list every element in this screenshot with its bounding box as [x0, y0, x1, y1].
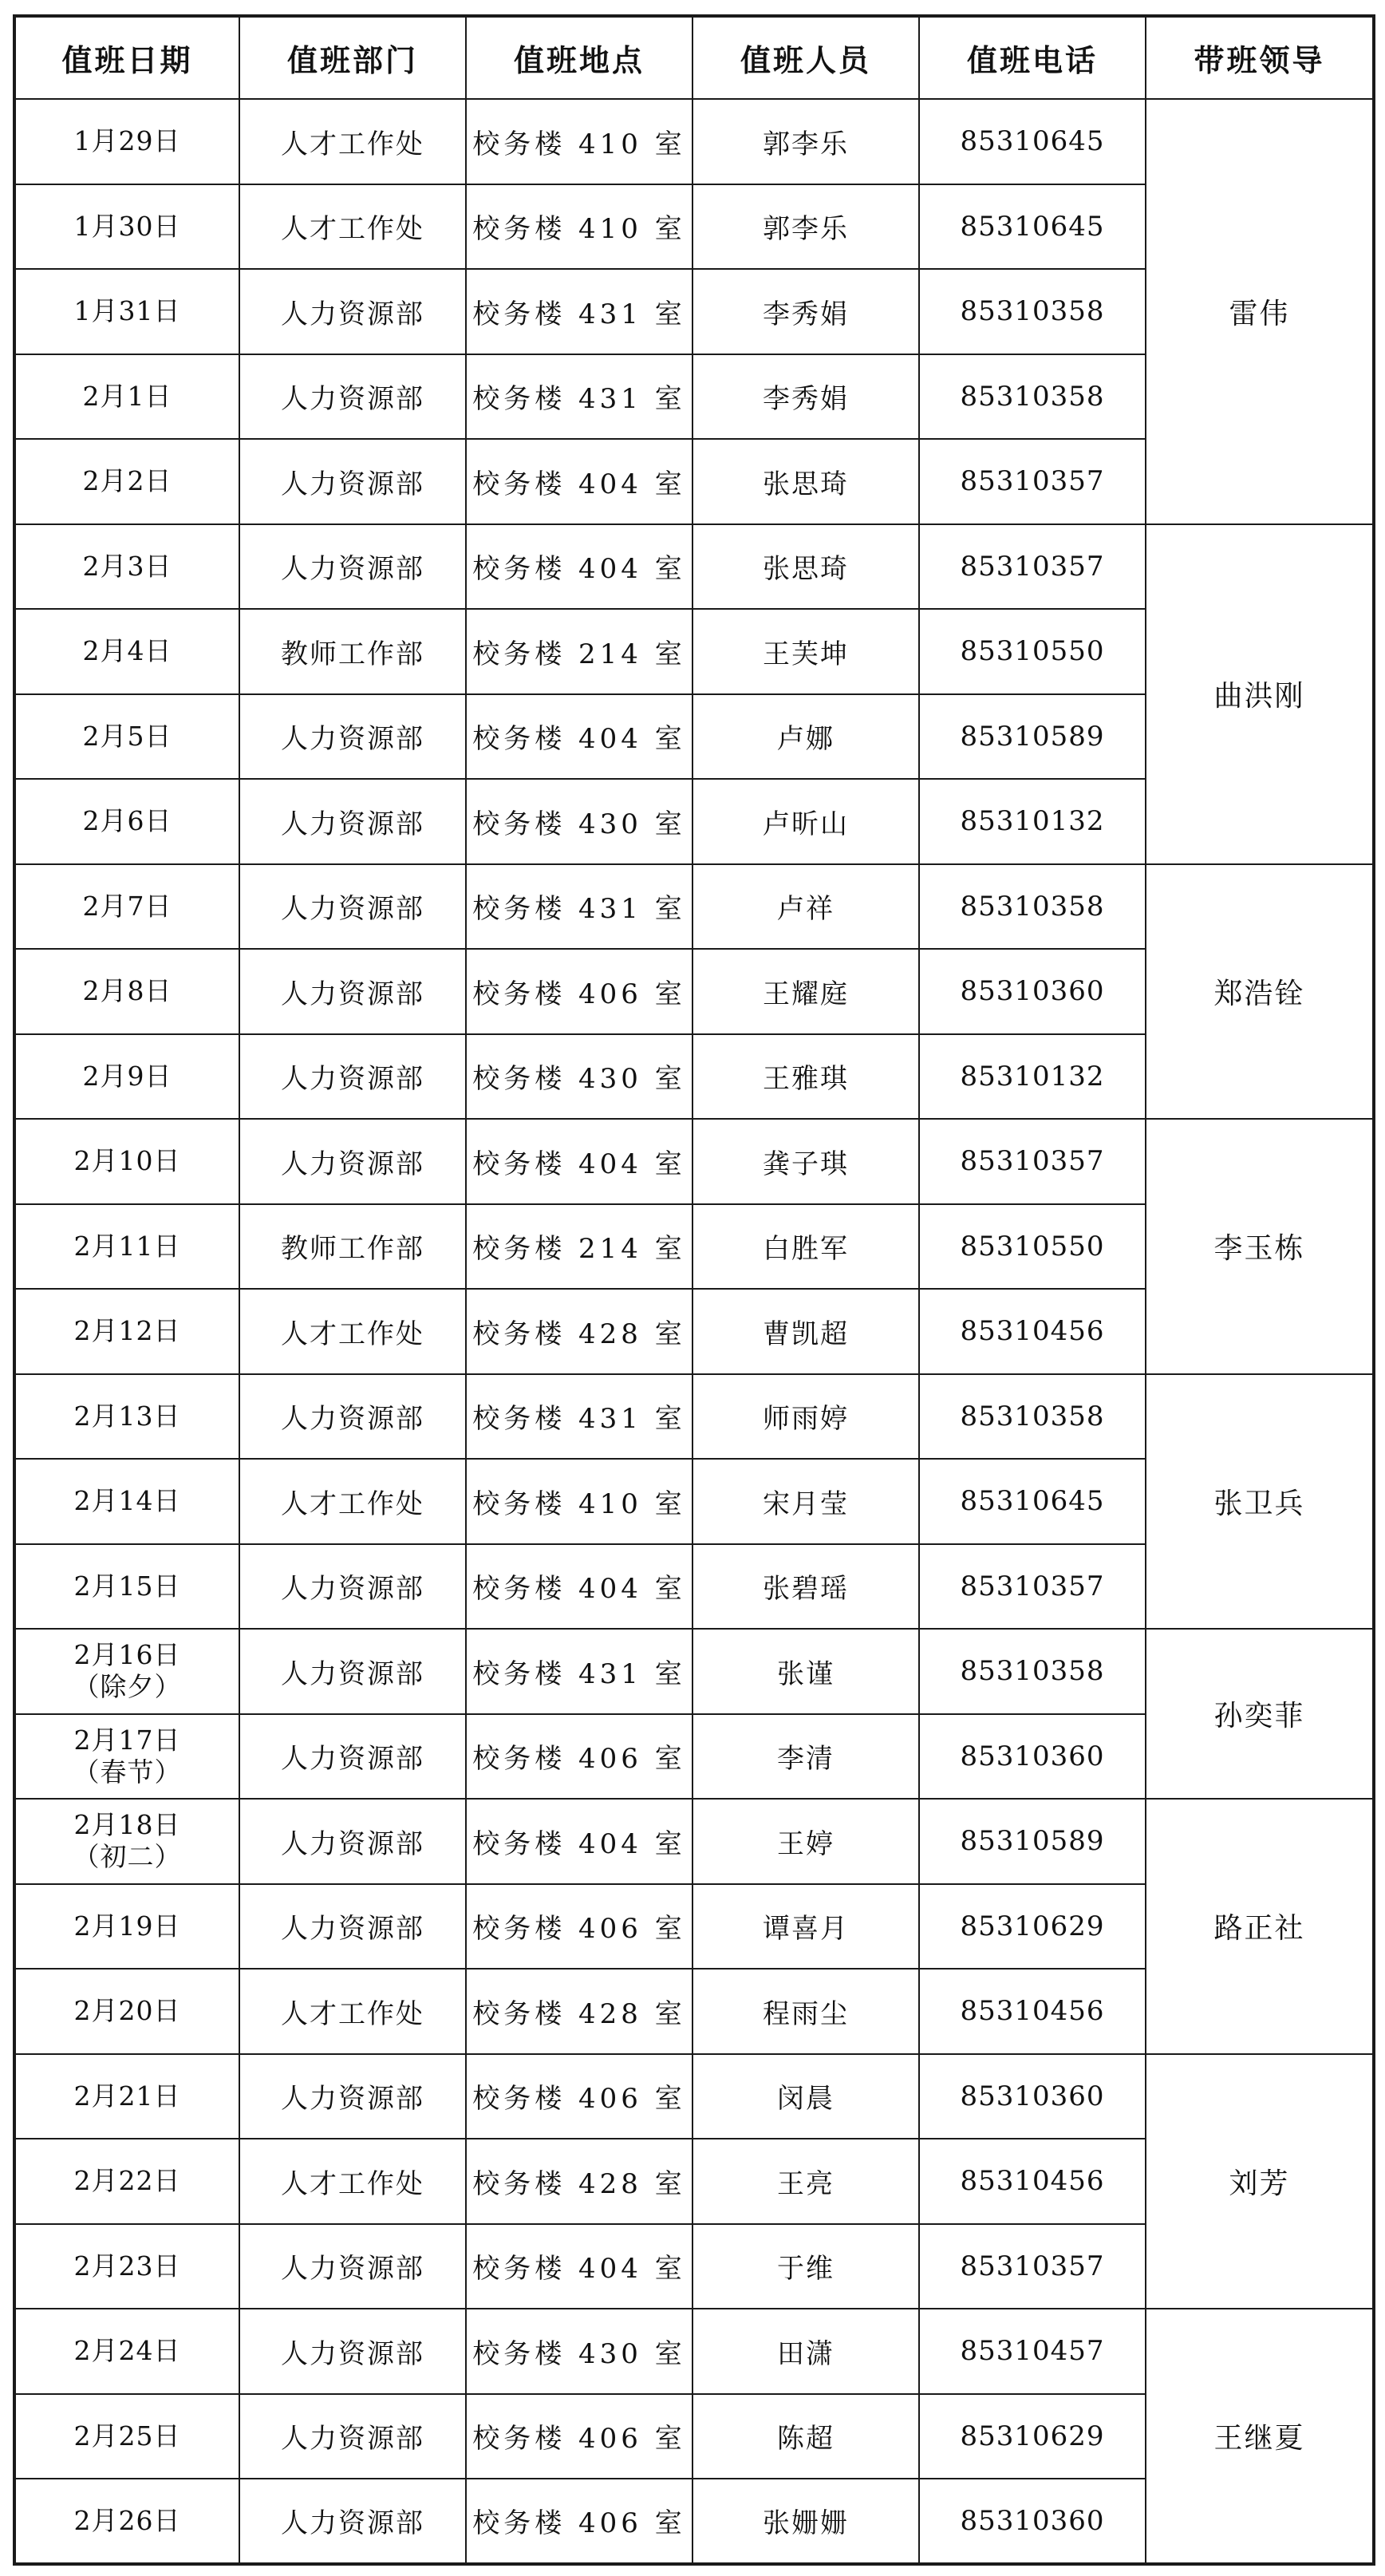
staff-cell: 张思琦 — [692, 439, 919, 524]
phone-cell: 85310589 — [919, 694, 1146, 780]
header-leader: 带班领导 — [1146, 16, 1374, 99]
staff-cell: 王耀庭 — [692, 949, 919, 1034]
leader-cell: 孙奕菲 — [1146, 1629, 1374, 1799]
phone-cell: 85310456 — [919, 2139, 1146, 2224]
phone-cell: 85310360 — [919, 949, 1146, 1034]
department-cell: 人力资源部 — [239, 2479, 466, 2564]
staff-cell: 张思琦 — [692, 524, 919, 610]
date-text: 2月21日 — [73, 2080, 181, 2112]
department-cell: 人力资源部 — [239, 2224, 466, 2309]
department-cell: 人力资源部 — [239, 779, 466, 864]
location-cell: 校务楼 406 室 — [466, 1714, 692, 1800]
date-text: 1月30日 — [73, 210, 181, 242]
date-cell — [14, 1119, 239, 1204]
leader-cell: 曲洪刚 — [1146, 524, 1374, 864]
location-cell: 校务楼 430 室 — [466, 1034, 692, 1120]
date-text: 2月19日 — [73, 1910, 181, 1942]
date-cell — [14, 949, 239, 1034]
holiday-note: （春节） — [73, 1756, 182, 1788]
location-cell: 校务楼 404 室 — [466, 524, 692, 610]
phone-cell: 85310357 — [919, 524, 1146, 610]
date-cell — [14, 1459, 239, 1544]
location-cell: 校务楼 430 室 — [466, 779, 692, 864]
phone-cell: 85310132 — [919, 1034, 1146, 1120]
date-cell — [14, 99, 239, 184]
phone-cell: 85310358 — [919, 354, 1146, 440]
phone-cell: 85310550 — [919, 1204, 1146, 1290]
phone-cell: 85310589 — [919, 1799, 1146, 1884]
department-cell: 教师工作部 — [239, 609, 466, 694]
phone-cell: 85310457 — [919, 2309, 1146, 2394]
department-cell: 人力资源部 — [239, 1629, 466, 1714]
location-cell: 校务楼 428 室 — [466, 1289, 692, 1374]
phone-cell: 85310360 — [919, 2479, 1146, 2564]
department-cell: 人力资源部 — [239, 524, 466, 610]
location-cell: 校务楼 406 室 — [466, 949, 692, 1034]
date-cell — [14, 2394, 239, 2479]
location-cell: 校务楼 428 室 — [466, 2139, 692, 2224]
header-row — [14, 16, 1374, 99]
department-cell: 人力资源部 — [239, 2054, 466, 2139]
location-cell: 校务楼 410 室 — [466, 1459, 692, 1544]
location-cell: 校务楼 404 室 — [466, 1544, 692, 1630]
staff-cell: 张碧瑶 — [692, 1544, 919, 1630]
phone-cell: 85310360 — [919, 2054, 1146, 2139]
staff-cell: 张姗姗 — [692, 2479, 919, 2564]
department-cell: 人力资源部 — [239, 1374, 466, 1460]
phone-cell: 85310357 — [919, 2224, 1146, 2309]
date-text: 2月6日 — [82, 805, 172, 837]
date-text: 2月3日 — [82, 550, 172, 582]
staff-cell: 师雨婷 — [692, 1374, 919, 1460]
staff-cell: 李秀娟 — [692, 269, 919, 354]
department-cell: 人力资源部 — [239, 1544, 466, 1630]
date-text: 2月17日 — [73, 1724, 181, 1756]
location-cell: 校务楼 404 室 — [466, 439, 692, 524]
date-cell — [14, 1629, 239, 1714]
duty-schedule-table — [13, 14, 1375, 2566]
staff-cell: 于维 — [692, 2224, 919, 2309]
table-row — [14, 2309, 1374, 2394]
department-cell: 教师工作部 — [239, 1204, 466, 1290]
date-text: 2月4日 — [82, 635, 172, 667]
location-cell: 校务楼 214 室 — [466, 1204, 692, 1290]
phone-cell: 85310360 — [919, 1714, 1146, 1800]
staff-cell: 程雨尘 — [692, 1969, 919, 2054]
location-cell: 校务楼 410 室 — [466, 184, 692, 270]
department-cell: 人力资源部 — [239, 694, 466, 780]
leader-cell: 刘芳 — [1146, 2054, 1374, 2309]
location-cell: 校务楼 428 室 — [466, 1969, 692, 2054]
date-text: 2月2日 — [82, 465, 172, 497]
table-row — [14, 2054, 1374, 2139]
date-text: 2月16日 — [73, 1639, 181, 1671]
date-cell — [14, 1884, 239, 1970]
date-cell — [14, 1034, 239, 1120]
staff-cell: 宋月莹 — [692, 1459, 919, 1544]
department-cell: 人力资源部 — [239, 2394, 466, 2479]
date-text: 2月11日 — [73, 1230, 181, 1262]
staff-cell: 谭喜月 — [692, 1884, 919, 1970]
location-cell: 校务楼 431 室 — [466, 864, 692, 950]
date-cell — [14, 2054, 239, 2139]
leader-cell: 雷伟 — [1146, 99, 1374, 524]
location-cell: 校务楼 404 室 — [466, 694, 692, 780]
location-cell: 校务楼 431 室 — [466, 1374, 692, 1460]
location-cell: 校务楼 404 室 — [466, 1119, 692, 1204]
phone-cell: 85310645 — [919, 184, 1146, 270]
date-cell — [14, 1969, 239, 2054]
table-row — [14, 1119, 1374, 1204]
staff-cell: 田潇 — [692, 2309, 919, 2394]
location-cell: 校务楼 406 室 — [466, 2054, 692, 2139]
location-cell: 校务楼 410 室 — [466, 99, 692, 184]
table-row — [14, 1629, 1374, 1714]
date-text: 2月1日 — [82, 380, 172, 412]
location-cell: 校务楼 430 室 — [466, 2309, 692, 2394]
date-cell — [14, 1289, 239, 1374]
phone-cell: 85310357 — [919, 1544, 1146, 1630]
location-cell: 校务楼 404 室 — [466, 2224, 692, 2309]
staff-cell: 陈超 — [692, 2394, 919, 2479]
staff-cell: 李秀娟 — [692, 354, 919, 440]
table-row — [14, 524, 1374, 610]
phone-cell: 85310358 — [919, 269, 1146, 354]
staff-cell: 卢祥 — [692, 864, 919, 950]
date-cell — [14, 184, 239, 270]
date-cell — [14, 354, 239, 440]
date-text: 2月12日 — [73, 1315, 181, 1347]
date-cell — [14, 609, 239, 694]
staff-cell: 郭李乐 — [692, 184, 919, 270]
date-text: 2月14日 — [73, 1485, 181, 1517]
date-cell — [14, 439, 239, 524]
phone-cell: 85310629 — [919, 1884, 1146, 1970]
table-row — [14, 1374, 1374, 1460]
date-text: 1月31日 — [73, 295, 181, 327]
department-cell: 人才工作处 — [239, 1969, 466, 2054]
date-text: 2月5日 — [82, 720, 172, 752]
department-cell: 人才工作处 — [239, 1459, 466, 1544]
staff-cell: 卢娜 — [692, 694, 919, 780]
phone-cell: 85310456 — [919, 1969, 1146, 2054]
date-text: 2月18日 — [73, 1809, 181, 1841]
date-text: 2月8日 — [82, 975, 172, 1007]
header-department: 值班部门 — [239, 16, 466, 99]
date-text: 2月15日 — [73, 1570, 181, 1602]
header-phone: 值班电话 — [919, 16, 1146, 99]
date-text: 2月13日 — [73, 1400, 181, 1432]
date-text: 2月23日 — [73, 2250, 181, 2282]
date-cell — [14, 2139, 239, 2224]
header-date: 值班日期 — [14, 16, 239, 99]
date-text: 2月22日 — [73, 2165, 181, 2197]
location-cell: 校务楼 406 室 — [466, 2394, 692, 2479]
department-cell: 人力资源部 — [239, 269, 466, 354]
date-text: 2月20日 — [73, 1995, 181, 2027]
date-cell — [14, 2479, 239, 2564]
table-body — [14, 99, 1374, 2564]
phone-cell: 85310357 — [919, 439, 1146, 524]
department-cell: 人力资源部 — [239, 2309, 466, 2394]
leader-cell: 郑浩铨 — [1146, 864, 1374, 1120]
phone-cell: 85310358 — [919, 864, 1146, 950]
date-cell — [14, 864, 239, 950]
table-row — [14, 99, 1374, 184]
date-text: 2月10日 — [73, 1145, 181, 1177]
date-text: 2月7日 — [82, 890, 172, 922]
phone-cell: 85310358 — [919, 1629, 1146, 1714]
staff-cell: 郭李乐 — [692, 99, 919, 184]
leader-cell: 王继夏 — [1146, 2309, 1374, 2564]
phone-cell: 85310550 — [919, 609, 1146, 694]
staff-cell: 闵晨 — [692, 2054, 919, 2139]
staff-cell: 王雅琪 — [692, 1034, 919, 1120]
location-cell: 校务楼 406 室 — [466, 1884, 692, 1970]
staff-cell: 王芙坤 — [692, 609, 919, 694]
phone-cell: 85310645 — [919, 1459, 1146, 1544]
date-cell — [14, 1799, 239, 1884]
date-text: 1月29日 — [73, 125, 181, 157]
department-cell: 人才工作处 — [239, 184, 466, 270]
staff-cell: 王亮 — [692, 2139, 919, 2224]
department-cell: 人力资源部 — [239, 354, 466, 440]
leader-cell: 张卫兵 — [1146, 1374, 1374, 1630]
date-text: 2月25日 — [73, 2420, 181, 2452]
department-cell: 人力资源部 — [239, 1034, 466, 1120]
date-text: 2月26日 — [73, 2504, 181, 2536]
location-cell: 校务楼 431 室 — [466, 269, 692, 354]
date-cell — [14, 1204, 239, 1290]
table-row — [14, 864, 1374, 950]
date-cell — [14, 269, 239, 354]
location-cell: 校务楼 431 室 — [466, 354, 692, 440]
holiday-note: （除夕） — [73, 1671, 182, 1703]
staff-cell: 李清 — [692, 1714, 919, 1800]
date-cell — [14, 1544, 239, 1630]
department-cell: 人才工作处 — [239, 99, 466, 184]
location-cell: 校务楼 431 室 — [466, 1629, 692, 1714]
phone-cell: 85310456 — [919, 1289, 1146, 1374]
table-row — [14, 1799, 1374, 1884]
phone-cell: 85310629 — [919, 2394, 1146, 2479]
department-cell: 人力资源部 — [239, 1799, 466, 1884]
staff-cell: 张谨 — [692, 1629, 919, 1714]
department-cell: 人才工作处 — [239, 2139, 466, 2224]
date-cell — [14, 2309, 239, 2394]
phone-cell: 85310357 — [919, 1119, 1146, 1204]
department-cell: 人力资源部 — [239, 439, 466, 524]
staff-cell: 王婷 — [692, 1799, 919, 1884]
phone-cell: 85310645 — [919, 99, 1146, 184]
phone-cell: 85310132 — [919, 779, 1146, 864]
date-cell — [14, 2224, 239, 2309]
staff-cell: 白胜军 — [692, 1204, 919, 1290]
date-cell — [14, 524, 239, 610]
header-location: 值班地点 — [466, 16, 692, 99]
date-cell — [14, 779, 239, 864]
department-cell: 人力资源部 — [239, 949, 466, 1034]
location-cell: 校务楼 214 室 — [466, 609, 692, 694]
location-cell: 校务楼 406 室 — [466, 2479, 692, 2564]
holiday-note: （初二） — [73, 1841, 182, 1873]
department-cell: 人力资源部 — [239, 864, 466, 950]
leader-cell: 路正社 — [1146, 1799, 1374, 2054]
staff-cell: 曹凯超 — [692, 1289, 919, 1374]
department-cell: 人力资源部 — [239, 1714, 466, 1800]
date-cell — [14, 1714, 239, 1800]
department-cell: 人力资源部 — [239, 1119, 466, 1204]
department-cell: 人才工作处 — [239, 1289, 466, 1374]
phone-cell: 85310358 — [919, 1374, 1146, 1460]
leader-cell: 李玉栋 — [1146, 1119, 1374, 1374]
staff-cell: 卢昕山 — [692, 779, 919, 864]
department-cell: 人力资源部 — [239, 1884, 466, 1970]
date-text: 2月9日 — [82, 1060, 172, 1092]
date-text: 2月24日 — [73, 2335, 181, 2367]
header-staff: 值班人员 — [692, 16, 919, 99]
location-cell: 校务楼 404 室 — [466, 1799, 692, 1884]
staff-cell: 龚子琪 — [692, 1119, 919, 1204]
date-cell — [14, 1374, 239, 1460]
date-cell — [14, 694, 239, 780]
